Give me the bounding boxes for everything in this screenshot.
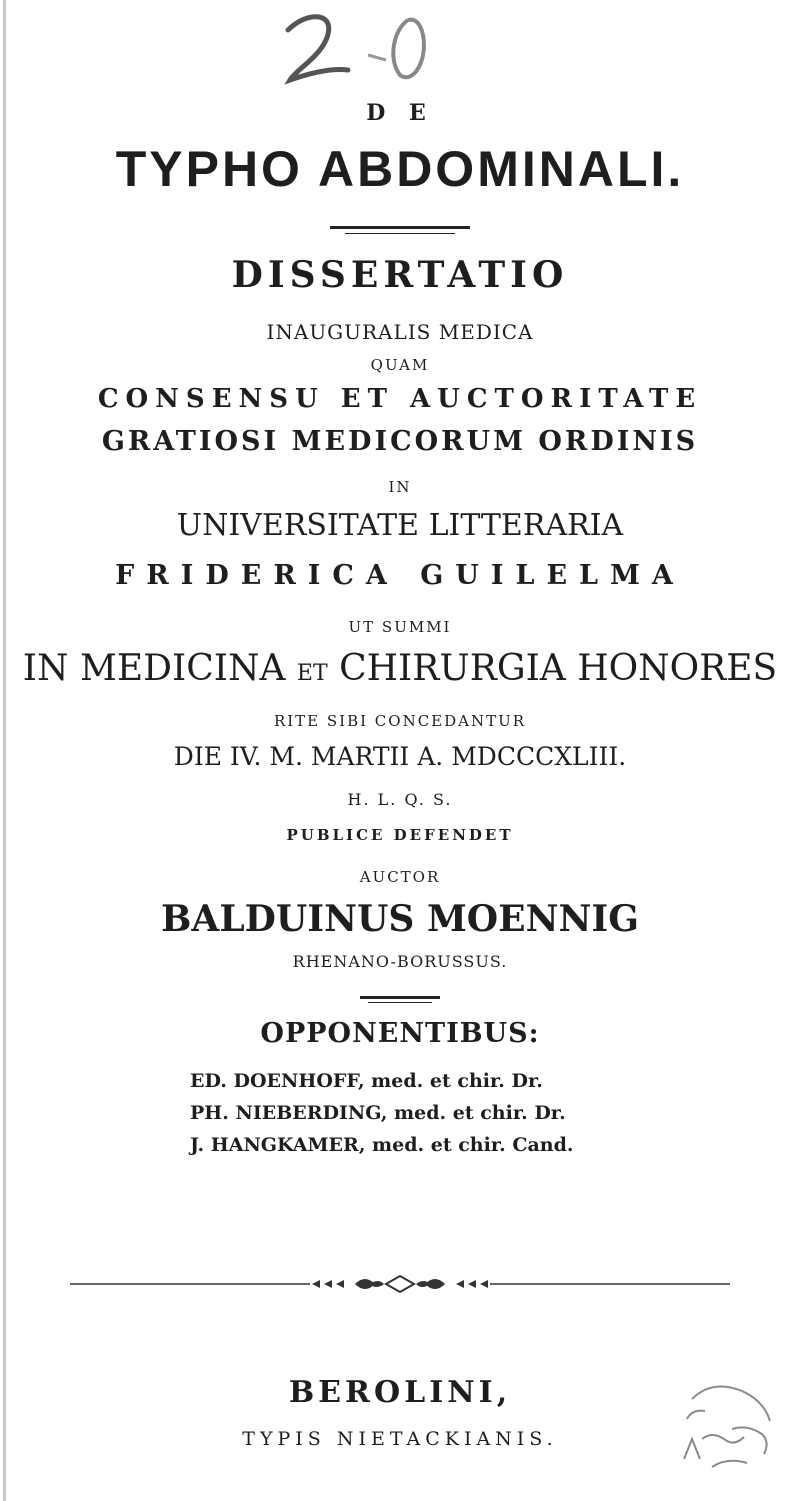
title-rule-thin xyxy=(345,233,455,234)
honores-in: IN xyxy=(22,648,69,689)
quam-line: QUAM xyxy=(370,356,430,374)
ut-summi-line: UT SUMMI xyxy=(348,618,452,636)
author-rule-thin xyxy=(368,1002,432,1003)
handwritten-ink-mark-icon xyxy=(218,0,598,90)
in-line: IN xyxy=(388,478,412,496)
de-heading: D E xyxy=(366,100,434,126)
opponent-3: J. HANGKAMER, med. et chir. Cand. xyxy=(190,1134,574,1156)
opponentibus-heading: OPPONENTIBUS: xyxy=(260,1018,540,1049)
city-line: BEROLINI, xyxy=(288,1375,512,1410)
author-origin: RHENANO-BORUSSUS. xyxy=(292,952,508,971)
hlqs-line: H. L. Q. S. xyxy=(347,790,453,809)
honores-chirurgia: CHIRURGIA HONORES xyxy=(339,648,778,689)
universitate-line: UNIVERSITATE LITTERARIA xyxy=(176,508,624,543)
honores-et: ET xyxy=(296,661,328,686)
author-name: BALDUINUS MOENNIG xyxy=(160,898,639,940)
title-rule xyxy=(330,226,470,229)
opponent-1: ED. DOENHOFF, med. et chir. Dr. xyxy=(190,1070,543,1092)
rite-line: RITE SIBI CONCEDANTUR xyxy=(273,712,527,730)
auctor-line: AUCTOR xyxy=(359,868,441,886)
author-rule xyxy=(360,996,440,999)
opponent-2: PH. NIEBERDING, med. et chir. Dr. xyxy=(190,1102,566,1124)
honores-line xyxy=(0,648,800,689)
typographic-ornament-icon xyxy=(70,1272,730,1296)
honores-medicina: MEDICINA xyxy=(79,648,286,689)
printer-line: TYPIS NIETACKIANIS. xyxy=(242,1428,558,1450)
publice-line: PUBLICE DEFENDET xyxy=(286,826,514,844)
inauguralis-line: INAUGURALIS MEDICA xyxy=(266,320,534,344)
gratiosi-ordinis-line: GRATIOSI MEDICORUM ORDINIS xyxy=(101,426,699,457)
dissertatio-heading: DISSERTATIO xyxy=(231,254,569,296)
library-stamp-icon xyxy=(672,1369,782,1479)
main-title: TYPHO ABDOMINALI. xyxy=(115,141,685,197)
date-line: DIE IV. M. MARTII A. MDCCCXLIII. xyxy=(173,742,627,771)
friderica-line: FRIDERICA GUILELMA xyxy=(115,560,685,591)
consensu-line: CONSENSU ET AUCTORITATE xyxy=(97,384,703,414)
